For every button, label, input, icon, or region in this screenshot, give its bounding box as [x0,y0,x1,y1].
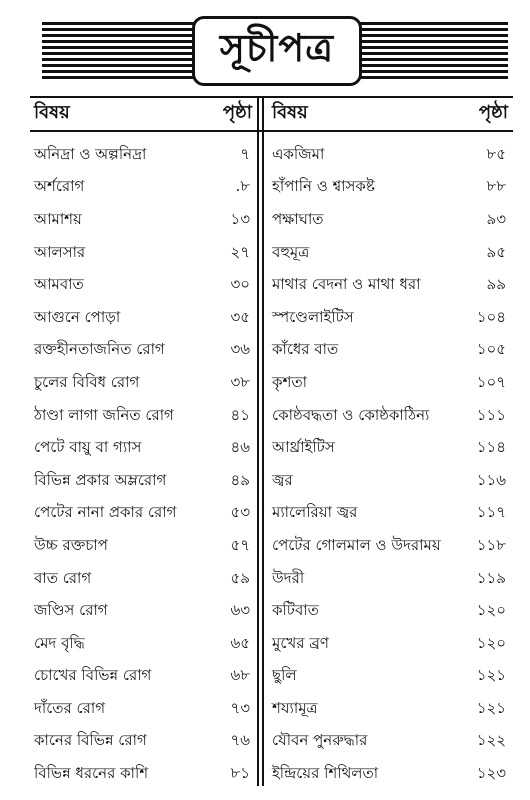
right-rows [272,139,508,791]
contents-entry [34,693,252,726]
entry-page-number: ৫৭ [230,535,250,554]
entry-title: কটিবাত [272,601,319,620]
contents-entry [272,302,508,335]
contents-entry [34,269,252,302]
contents-entry [272,269,508,302]
contents-entry [34,628,252,661]
entry-title: বিভিন্ন ধরনের কাশি [34,764,149,783]
entry-page-number: ১১৬ [476,470,506,489]
contents-entry [272,595,508,628]
page-header: পৃষ্ঠা [478,101,508,123]
contents-entry [272,465,508,498]
entry-page-number: ৮৫ [486,144,506,163]
contents-entry [34,302,252,335]
entry-page-number: ৬৩ [230,601,250,620]
entry-title: বহুমূত্র [272,242,310,261]
contents-entry [272,628,508,661]
entry-page-number: ৩০ [230,275,250,294]
entry-page-number: ৭৩ [230,698,250,717]
entry-title: মুখের ব্রণ [272,633,329,652]
entry-page-number: ৫৩ [230,503,250,522]
contents-entry [272,172,508,205]
contents-entry [272,498,508,531]
entry-page-number: ১২০ [476,633,506,652]
entry-page-number: ৪৬ [230,438,250,457]
entry-title: চোখের বিভিন্ন রোগ [34,666,152,685]
entry-page-number: ১২০ [476,601,506,620]
entry-title: ছুলি [272,666,297,685]
entry-page-number: ৯৯ [486,275,506,294]
contents-entry [34,432,252,465]
entry-page-number: ৭ [240,144,250,163]
contents-entry [272,400,508,433]
entry-page-number: ৮৮ [486,177,506,196]
entry-page-number: ১০৭ [476,372,506,391]
entry-page-number: ১০৫ [476,340,506,359]
column-divider-inner [262,96,264,786]
contents-entry [34,335,252,368]
entry-page-number: ৪৯ [230,470,250,489]
entry-page-number: ৩৮ [230,372,250,391]
entry-title: পক্ষাঘাত [272,209,324,228]
contents-entry [34,400,252,433]
contents-entry [34,237,252,270]
entry-page-number: ৩৫ [230,307,250,326]
entry-page-number: ১২১ [476,698,506,717]
entry-page-number: ১০৪ [476,307,506,326]
contents-entry [272,237,508,270]
entry-title: কৃশতা [272,372,307,391]
left-rows [34,139,252,791]
entry-title: উদরী [272,568,305,587]
subject-header: বিষয় [272,101,308,123]
contents-entry [272,661,508,694]
entry-title: পেটের গোলমাল ও উদরাময় [272,535,441,554]
entry-page-number: ৩৬ [230,340,250,359]
entry-title: একজিমা [272,144,325,163]
entry-title: কানের বিভিন্ন রোগ [34,731,147,750]
contents-entry [272,367,508,400]
entry-title: রক্তহীনতাজনিত রোগ [34,340,165,359]
title-box [192,16,362,86]
entry-title: মাথার বেদনা ও মাথা ধরা [272,275,421,294]
entry-page-number: ১১৮ [476,535,506,554]
contents-entry [34,204,252,237]
contents-entry [34,139,252,172]
contents-entry [34,595,252,628]
entry-title: ইন্দ্রিয়ের শিথিলতা [272,764,379,783]
entry-title: জণ্ডিস রোগ [34,601,108,620]
entry-page-number: ৫৯ [230,568,250,587]
contents-entry [272,139,508,172]
contents-entry [272,758,508,791]
column-divider [257,96,259,786]
contents-entry [34,758,252,791]
entry-title: আর্থ্রাইটিস [272,438,335,457]
contents-entry [272,530,508,563]
entry-page-number: ৬৮ [230,666,250,685]
right-column [272,96,508,791]
subject-header: বিষয় [34,101,70,123]
entry-title: আগুনে পোড়া [34,307,121,326]
entry-page-number: ১১৭ [476,503,506,522]
entry-title: স্পণ্ডেলাইটিস [272,307,354,326]
contents-entry [34,661,252,694]
page-title: সূচীপত্র [219,26,335,70]
contents-entry [272,432,508,465]
entry-page-number: ১১৪ [476,438,506,457]
entry-title: পেটে বায়ু বা গ্যাস [34,438,142,457]
entry-title: চুলের বিবিধ রোগ [34,372,140,391]
entry-title: অনিদ্রা ও অল্পনিদ্রা [34,144,147,163]
contents-entry [34,465,252,498]
entry-page-number: ৭৬ [230,731,250,750]
entry-title: হাঁপানি ও শ্বাসকষ্ট [272,177,375,196]
entry-title: আমাশয় [34,209,82,228]
contents-entry [34,367,252,400]
entry-title: বিভিন্ন প্রকার অম্লরোগ [34,470,167,489]
entry-page-number: ১২৩ [476,764,506,783]
left-column [34,96,252,791]
contents-entry [34,498,252,531]
contents-entry [272,726,508,759]
entry-page-number: ৪১ [230,405,250,424]
contents-entry [34,530,252,563]
entry-title: শয্যামূত্র [272,698,318,717]
entry-page-number: .৮ [235,177,250,196]
entry-page-number: ১২১ [476,666,506,685]
entry-title: ম্যালেরিয়া জ্বর [272,503,358,522]
entry-title: পেটের নানা প্রকার রোগ [34,503,177,522]
entry-page-number: ৯৫ [486,242,506,261]
entry-title: আলসার [34,242,86,261]
entry-title: জ্বর [272,470,293,489]
page-header: পৃষ্ঠা [222,101,252,123]
contents-entry [272,563,508,596]
entry-page-number: ২৭ [230,242,250,261]
entry-title: অর্শরোগ [34,177,85,196]
entry-title: বাত রোগ [34,568,92,587]
contents-entry [34,726,252,759]
title-banner [42,22,508,80]
right-header [272,96,508,130]
contents-entry [272,335,508,368]
entry-title: মেদ বৃদ্ধি [34,633,85,652]
entry-page-number: ৯৩ [486,209,506,228]
entry-page-number: ১১১ [476,405,506,424]
entry-page-number: ৬৫ [230,633,250,652]
entry-title: ঠাণ্ডা লাগা জনিত রোগ [34,405,174,424]
entry-title: যৌবন পুনরুদ্ধার [272,731,368,750]
contents-entry [34,563,252,596]
left-header [34,96,252,130]
entry-title: দাঁতের রোগ [34,698,106,717]
entry-page-number: ১১৯ [476,568,506,587]
entry-page-number: ৮১ [230,764,250,783]
entry-page-number: ১২২ [476,731,506,750]
entry-title: কোষ্ঠবদ্ধতা ও কোষ্ঠকাঠিন্য [272,405,430,424]
contents-entry [272,693,508,726]
contents-entry [272,204,508,237]
contents-entry [34,172,252,205]
contents-table [30,96,513,786]
entry-title: আমবাত [34,275,84,294]
entry-title: উচ্চ রক্তচাপ [34,535,108,554]
entry-page-number: ১৩ [230,209,250,228]
entry-title: কাঁধের বাত [272,340,339,359]
